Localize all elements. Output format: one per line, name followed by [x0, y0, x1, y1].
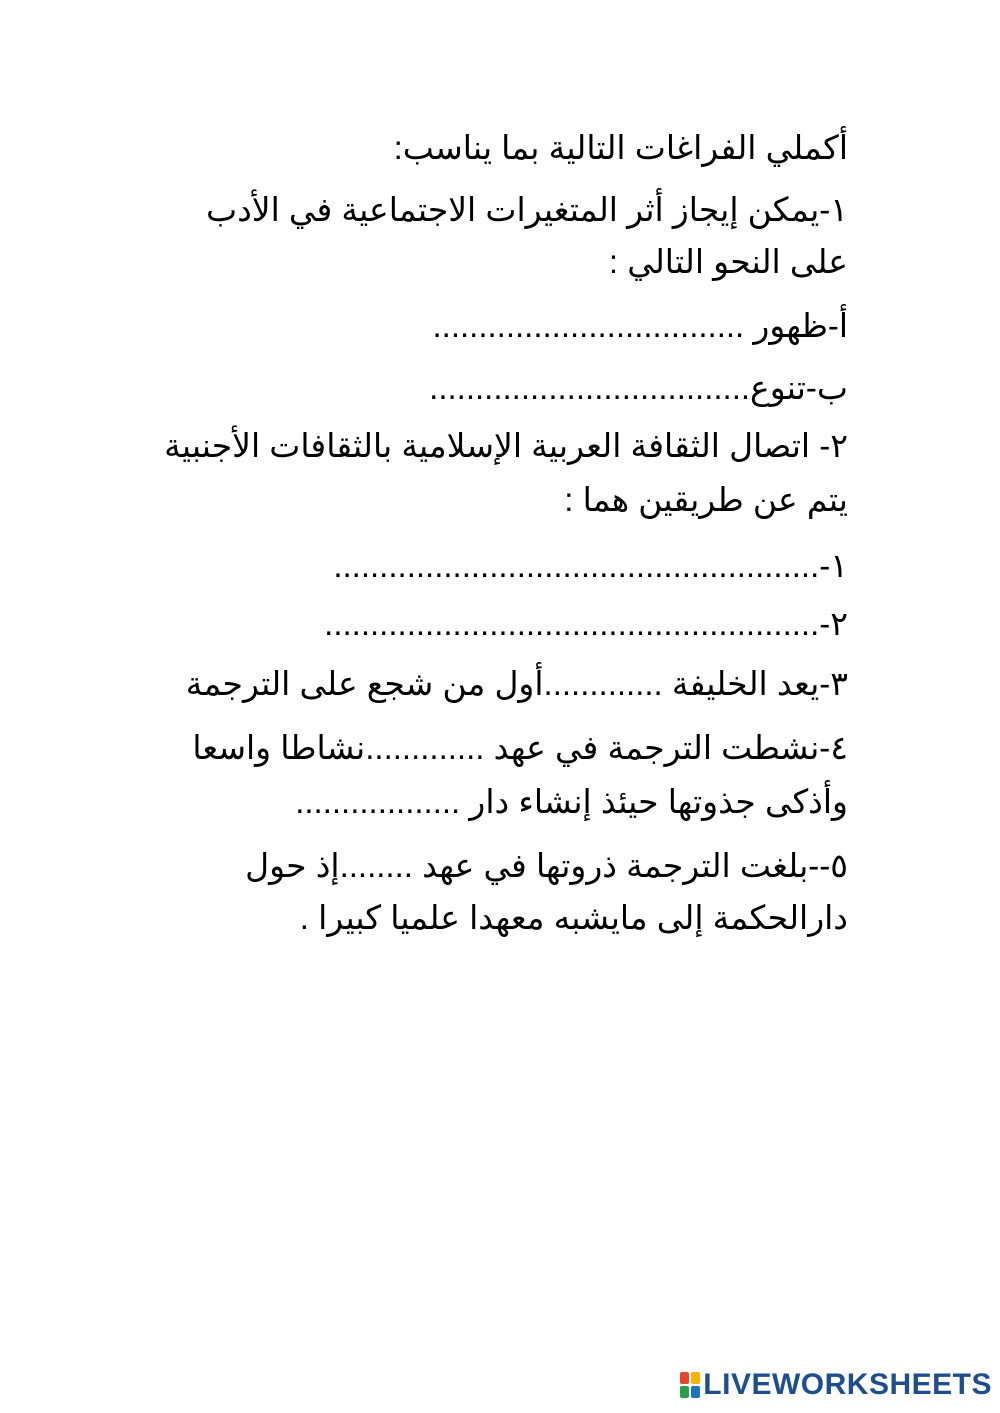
logo-badge-icon	[680, 1372, 700, 1398]
question-2-line-2: يتم عن طريقين هما :	[564, 481, 848, 518]
question-5-line-1[interactable]: ٥--بلغت الترجمة ذروتها في عهد ........إذ حول	[245, 847, 848, 884]
question-2-line-1: ٢- اتصال الثقافة العربية الإسلامية بالثقافات الأجنبية	[164, 427, 848, 464]
question-1-line-1: ١-يمكن إيجاز أثر المتغيرات الاجتماعية في الأدب	[206, 191, 848, 228]
question-3-line[interactable]: ٣-يعد الخليفة .............أول من شجع على الترجمة	[185, 665, 848, 702]
question-4-line-2[interactable]: وأذكى جذوتها حيئذ إنشاء دار ..................	[295, 783, 848, 820]
question-2-blank-1[interactable]: ١-.....................................................	[333, 547, 848, 584]
question-4-line-1[interactable]: ٤-نشطت الترجمة في عهد .............نشاطا واسعا	[192, 729, 848, 766]
question-1-blank-b[interactable]: ب-تنوع...................................	[429, 369, 848, 406]
question-1-line-2: على النحو التالي :	[608, 243, 848, 280]
question-1-blank-a[interactable]: أ-ظهور ..................................	[432, 307, 848, 344]
logo-text: LIVEWORKSHEETS	[703, 1368, 992, 1401]
question-5-line-2: دارالحكمة إلى مايشبه معهدا علميا كبيرا .	[299, 899, 848, 936]
instruction-heading: أكملي الفراغات التالية بما يناسب:	[393, 129, 848, 166]
question-2-blank-2[interactable]: ٢-......................................................	[324, 605, 848, 642]
liveworksheets-logo	[680, 1367, 992, 1403]
